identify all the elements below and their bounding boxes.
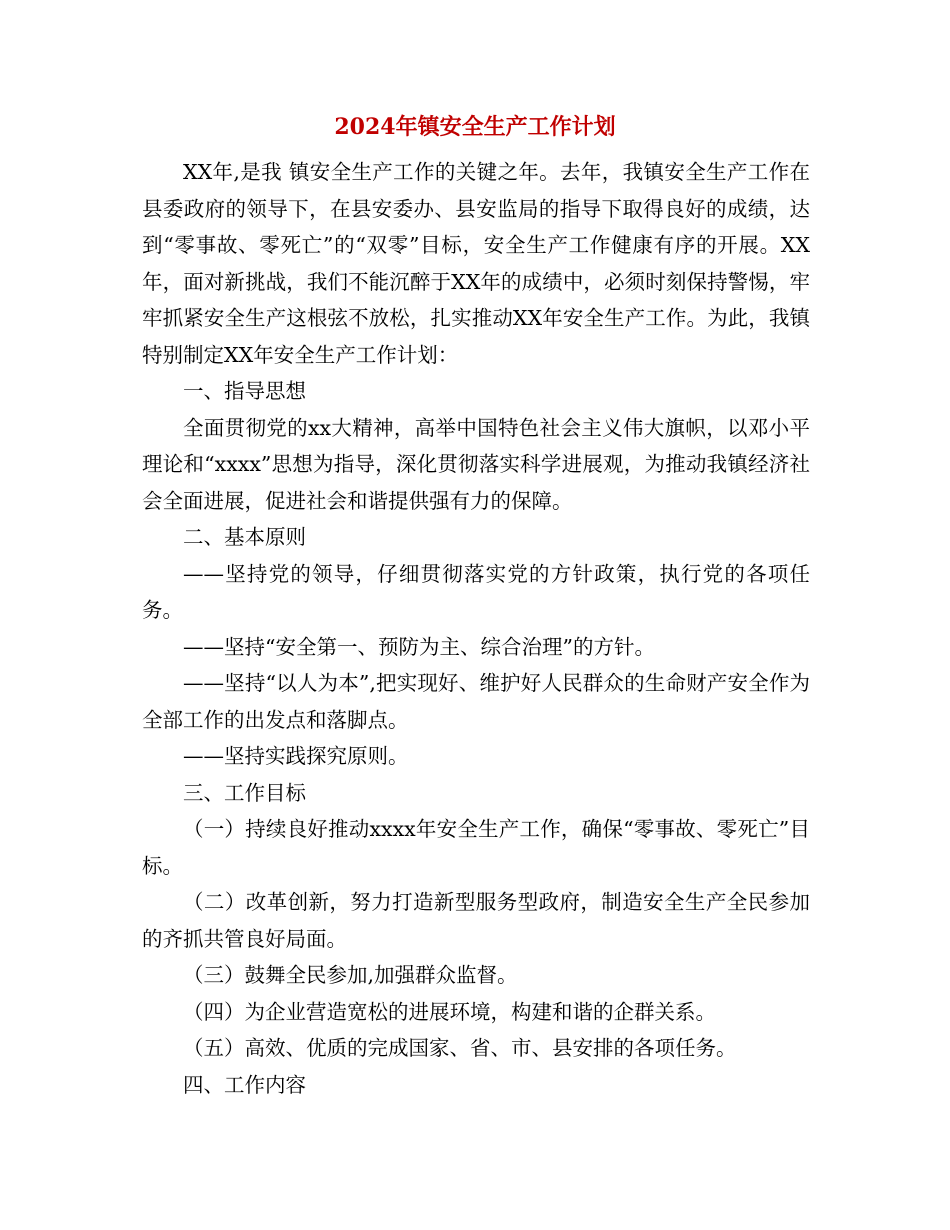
heading-guiding-ideology: 一、指导思想	[183, 379, 306, 403]
heading-work-content: 四、工作内容	[183, 1072, 306, 1097]
principle-item: ——坚持“以人为本”,把实现好、维护好人民群众的生命财产安全作为全部工作的出发点和落脚点。	[142, 671, 810, 732]
goal-item: （一）持续良好推动xxxx年安全生产工作，确保“零事故、零死亡”目标。	[142, 817, 810, 878]
goal-item: （五）高效、优质的完成国家、省、市、县安排的各项任务。	[183, 1036, 737, 1060]
goal-item: （二）改革创新，努力打造新型服务型政府，制造安全生产全民参加的齐抓共管良好局面。	[142, 890, 810, 951]
principle-item: ——坚持实践探究原则。	[183, 744, 409, 768]
heading-basic-principles: 二、基本原则	[183, 525, 306, 549]
paragraph-guiding-ideology: 全面贯彻党的xx大精神，高举中国特色社会主义伟大旗帜，以邓小平理论和“xxxx”思想为指导，深化贯彻落实科学进展观，为推动我镇经济社会全面进展，促进社会和谐提供强有力的保障。	[142, 415, 810, 513]
heading-work-goals: 三、工作目标	[183, 780, 306, 805]
document-body	[142, 154, 810, 1103]
principle-item: ——坚持“安全第一、预防为主、综合治理”的方针。	[183, 634, 655, 659]
goal-item: （三）鼓舞全民参加,加强群众监督。	[183, 963, 518, 987]
paragraph-intro: XX年,是我 镇安全生产工作的关键之年。去年，我镇安全生产工作在县委政府的领导下，在县安委办、县安监局的指导下取得良好的成绩，达到“零事故、零死亡”的“双零”目标，安全生产工作健康有序的开展。XX年，面对新挑战，我们不能沉醉于XX年的成绩中，必须时刻保持警惕，牢牢抓紧安全生产这根弦不放松，扎实推动XX年安全生产工作。为此，我镇特别制定XX年安全生产工作计划：	[142, 160, 810, 367]
goal-item: （四）为企业营造宽松的进展环境，构建和谐的企群关系。	[183, 999, 716, 1024]
principle-item: ——坚持党的领导，仔细贯彻落实党的方针政策，执行党的各项任务。	[142, 561, 810, 622]
document-title: 2024年镇安全生产工作计划	[334, 114, 616, 140]
